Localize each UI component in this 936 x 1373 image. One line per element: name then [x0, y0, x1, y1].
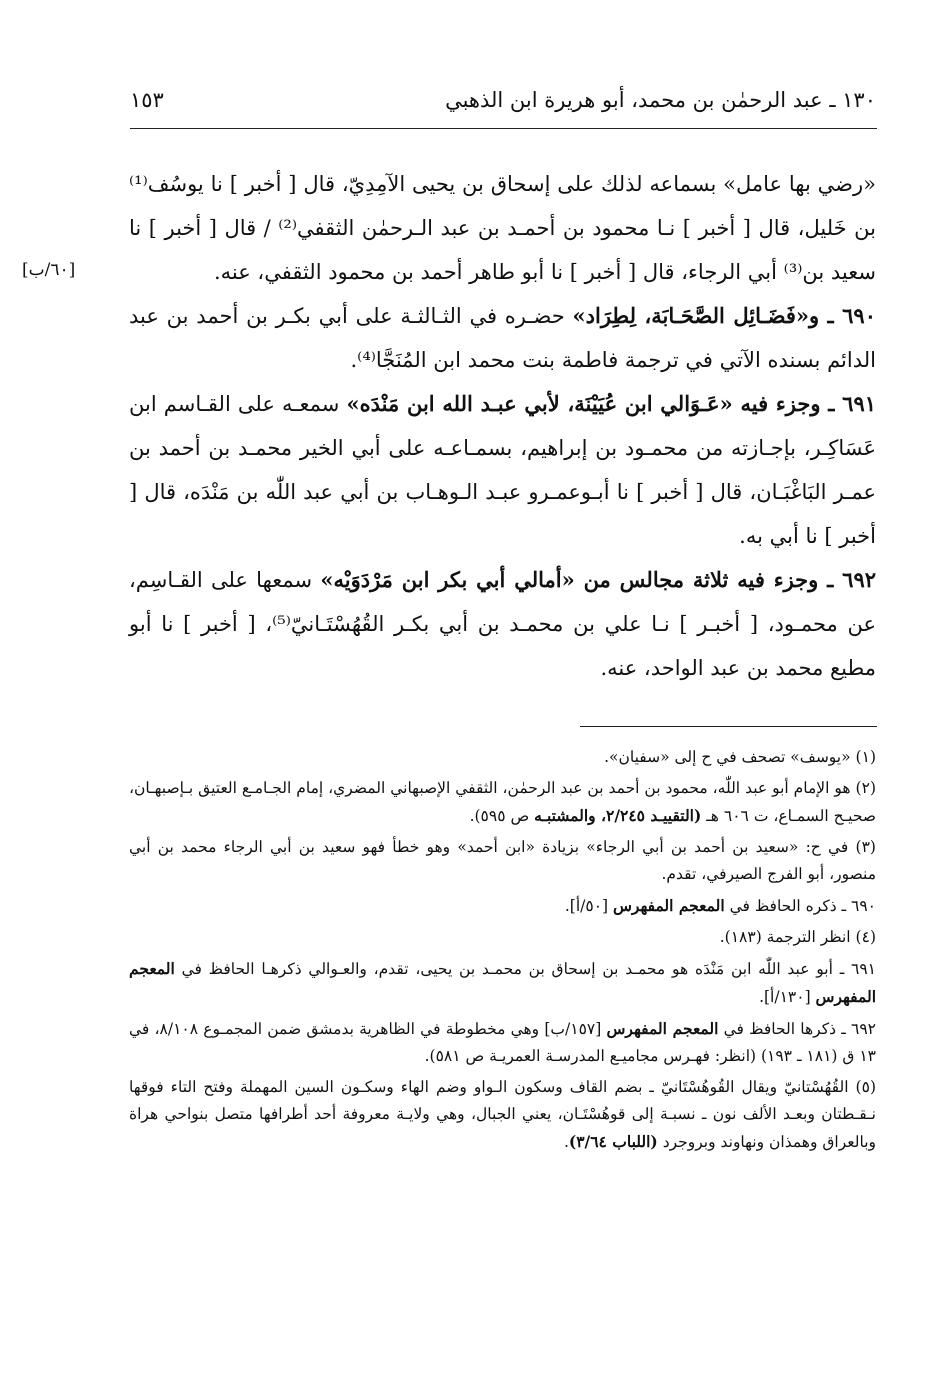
footnote-tail: [٥٠/أ].	[564, 897, 614, 915]
main-text	[129, 162, 876, 690]
running-header-title: ١٣٠ ـ عبد الرحمٰن بن محمد، أبو هريرة ابن الذهبي	[445, 88, 876, 112]
paragraph-continuation: «رضي بها عامل» بسماعه لذلك على إسحاق بن يحيى الآمِدِيّ، قال [ أخبر ] نا يوسُف⁽¹⁾ بن خَليل، قال [ أخبر ] نـا محمود بن أحمـد بن عبد الـرحمٰن الثقفي⁽²⁾ / قال [ أخبر ] نا سعيد بن⁽³⁾ أبي الرجاء، قال [ أخبر ] نا أبو طاهر أحمد بن محمود الثقفي، عنه.	[129, 172, 876, 284]
entry-692-title: ٦٩٢ ـ وجزء فيه ثلاثة مجالس من «أمالي أبي بكر ابن مَرْدَوَيْه»	[320, 567, 877, 592]
footnote-text: انظر الترجمة (١٨٣).	[719, 928, 851, 946]
footnote-source: المعجم المفهرس	[613, 896, 725, 915]
entry-692-text: سمعها على القـاسِم، عن محمـود، [ أخبـر ] نـا علي بن محمـد بن أبي بكـر القُهُسْتَـانيّ⁽⁵⁾، [ أخبر ] نا أبو مطيع محمد بن عبد الواحد، عنه.	[129, 568, 876, 680]
note-690	[129, 892, 876, 920]
footnote-text: في ح: «سعيد بن أحمد بن أبي الرجاء» بزيادة «ابن أحمد» وهو خطأ فهو سعيد بن أبي الرجاء محمد بن أبي منصور، أبو الفرج الصيرفي، تقدم.	[129, 838, 876, 883]
footnote-1	[129, 744, 876, 771]
footnote-tail: [١٥٧/ب] وهي مخطوطة في الظاهرية بدمشق ضمن المجمـوع ٨/١٠٨، في ١٣ ق (١٨١ ـ ١٩٣) (انظر: فهـرس مجاميـع المدرسـة العمريـة ص ٥٨١).	[129, 1020, 876, 1065]
entry-690-text: حضـره في الثـالثـة على أبي بكـر بن أحمد بن عبد الدائم بسنده الآتي في ترجمة فاطمة بنت محمد ابن المُنَجَّا⁽⁴⁾.	[129, 304, 876, 372]
footnote-tail: ص ٥٩٥).	[469, 807, 535, 825]
page-number: ١٥٣	[130, 88, 164, 112]
note-691	[129, 955, 876, 1011]
margin-folio-note: [٦٠/ب]	[22, 260, 76, 280]
entry-691	[129, 382, 876, 558]
footnote-text: أبو عبد اللّٰه ابن مَنْدَه هو محمـد بن إسحاق بن محمـد بن يحيى، تقدم، والعـوالي ذكرهـا الحافظ في	[174, 960, 833, 978]
note-692	[129, 1015, 876, 1070]
footnote-ref: (٥)	[855, 1078, 876, 1096]
footnote-ref: ٦٩١ ـ	[839, 960, 876, 978]
entry-690-title: ٦٩٠ ـ و«فَضَـائِل الصَّحَـابَة، لِطِرَاد»	[572, 303, 876, 328]
footnote-rule	[580, 726, 877, 727]
footnote-2	[129, 775, 876, 830]
footnote-3	[129, 834, 876, 888]
entry-691-title: ٦٩١ ـ وجزء فيه «عَـوَالي ابن عُيَيْنَة، لأبي عبـد الله ابن مَنْدَه»	[346, 391, 877, 416]
entry-690	[129, 294, 876, 382]
footnote-source: (اللباب ٣/٦٤)	[568, 1132, 658, 1151]
footnote-text: ذكرها الحافظ في	[718, 1020, 837, 1038]
footnote-source: المعجم المفهرس	[606, 1019, 719, 1038]
footnotes	[129, 744, 876, 1160]
footnote-ref: (١)	[855, 748, 876, 766]
entry-692	[129, 558, 876, 690]
entry-691-text: سمعـه على القـاسم ابن عَسَاكِـر، بإجـازته من محمـود بن إبراهيم، بسمـاعـه على أبي الخير محمـد بن أحمد بن عمـر البَاغْبَـان، قال [ أخبر ] نا أبـوعمـرو عبـد الـوهـاب بن أبي عبد اللّٰه بن مَنْدَه، قال [ أخبر ] نا أبي به.	[129, 392, 876, 548]
footnote-ref: ٦٩٠ ـ	[841, 897, 876, 915]
footnote-ref: ٦٩٢ ـ	[841, 1020, 876, 1038]
footnote-text: هو الإمام أبو عبد اللّٰه، محمود بن أحمد بن عبد الرحمٰن، الثقفي الإصبهاني المضري، إمام الجـامـع العتيق بـإصبهـان، صحيـح السمـاع، ت ٦٠٦ هـ	[129, 779, 876, 825]
footnote-ref: (٣)	[855, 838, 876, 856]
footnote-source: (التقييـد ٢/٢٤٥، والمشتبـه	[534, 806, 702, 825]
footnote-ref: (٢)	[855, 779, 876, 797]
footnote-4	[129, 924, 876, 951]
footnote-tail: .	[563, 1133, 569, 1151]
footnote-text: «يوسف» تصحف في ح إلى «سفيان».	[604, 748, 851, 766]
footnote-text: ذكره الحافظ في	[724, 897, 837, 915]
header-rule	[130, 128, 877, 129]
footnote-ref: (٤)	[855, 928, 876, 946]
footnote-tail: [١٣٠/أ].	[759, 988, 816, 1006]
footnote-5	[129, 1074, 876, 1156]
footnote-text: القُهُسْتانيّ ويقال القُوهُسْتَانيّ ـ بضم القاف وسكون الـواو وضم الهاء وسكـون السين المهملة وفتح التاء فوقها نـقـطتان وبعـد الألف نون ـ نسبـة إلى قوهُسْتَـان، يعني الجبال، وهي ولايـة معروفة أحد أطرافها متصل بنواحي هراة وبالعراق وهمذان ونهاوند وبروجرد	[129, 1078, 876, 1151]
footnote-source: المعجم المفهرس	[129, 959, 876, 1006]
